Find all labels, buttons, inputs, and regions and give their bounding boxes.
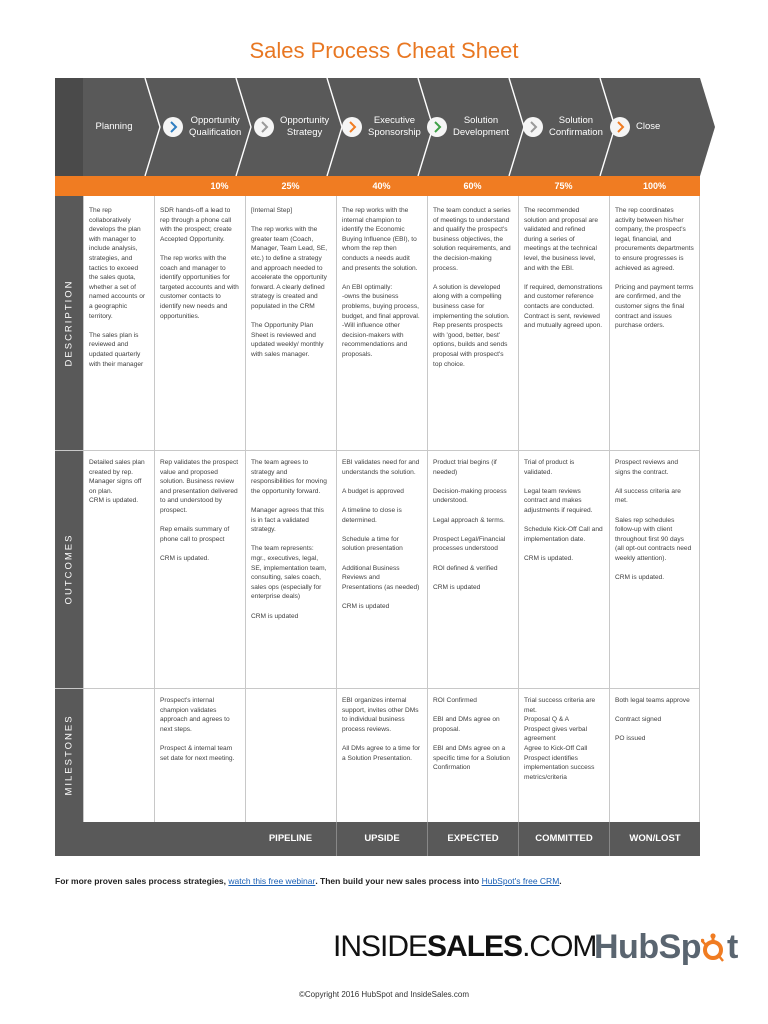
stage-label: Opportunity Strategy bbox=[280, 115, 330, 138]
stage-label: Solution Development bbox=[453, 115, 509, 138]
table-cell-milestones bbox=[336, 696, 427, 763]
cell-paragraph: Schedule Kick-Off Call and implementation date. bbox=[524, 526, 603, 543]
cell-paragraph: Rep emails summary of phone call to prospect bbox=[160, 526, 230, 543]
forecast-won-lost: WON/LOST bbox=[609, 822, 700, 856]
cell-paragraph: Contract signed bbox=[615, 716, 662, 724]
stage-label: Planning bbox=[95, 121, 133, 132]
table-cell-description bbox=[83, 206, 154, 369]
probability-confirmation: 75% bbox=[554, 181, 573, 191]
cell-paragraph: CRM is updated. bbox=[524, 554, 574, 562]
table-cell-outcomes bbox=[83, 458, 154, 506]
stage-planning bbox=[83, 78, 145, 176]
cell-paragraph: The team agrees to strategy and responsibilities for moving the opportunity forward. bbox=[251, 459, 327, 495]
cell-paragraph: CRM is updated. bbox=[160, 554, 210, 562]
cell-paragraph: EBI and DMs agree on proposal. bbox=[433, 716, 500, 733]
cell-paragraph: Prospect & internal team set date for next meeting. bbox=[160, 744, 235, 762]
logo-part: SALES bbox=[427, 930, 523, 963]
footer-text-middle: . Then build your new sales process into bbox=[315, 876, 482, 886]
stage-solution-development bbox=[427, 78, 511, 176]
forecast-expected: EXPECTED bbox=[427, 822, 518, 856]
chevron-right-icon bbox=[427, 117, 447, 137]
table-cell-milestones bbox=[609, 696, 700, 744]
stage-label: Opportunity Qualification bbox=[189, 115, 242, 138]
cell-paragraph: [Internal Step] bbox=[251, 207, 293, 214]
sprocket-icon bbox=[701, 928, 727, 967]
table-cell-milestones bbox=[154, 696, 245, 763]
cell-paragraph: Legal team reviews contract and makes adjustments if required. bbox=[524, 487, 593, 514]
table-cell-outcomes bbox=[609, 458, 700, 583]
cell-paragraph: All success criteria are met. bbox=[615, 487, 681, 505]
table-cell-outcomes bbox=[245, 458, 336, 621]
stage-opportunity-strategy bbox=[254, 78, 334, 176]
probability-development: 60% bbox=[463, 181, 482, 191]
table-cell-description bbox=[245, 206, 336, 360]
page-title: Sales Process Cheat Sheet bbox=[249, 38, 519, 63]
stage-close bbox=[610, 78, 690, 176]
forecast-pipeline: PIPELINE bbox=[268, 833, 313, 844]
cell-paragraph: ROI Confirmed bbox=[433, 697, 477, 704]
cell-paragraph: The rep collaboratively develops the plan with manager to include analysis, strategies, and tactics to exceed the sales quota, whether a set of named accounts or a geographic territory. bbox=[89, 207, 146, 320]
cell-paragraph: Decision-making process understood. bbox=[433, 487, 507, 505]
cell-paragraph: A budget is approved bbox=[342, 487, 404, 495]
table-cell-outcomes bbox=[518, 458, 609, 564]
chevron-right-icon bbox=[610, 117, 630, 137]
cell-paragraph: An EBI optimally: -owns the business problems, buying process, budget, and final approval. -Will influence other decision-makers with recommendations and proposals. bbox=[342, 283, 420, 358]
cell-paragraph: EBI and DMs agree on a specific time for a Solution Confirmation bbox=[433, 744, 510, 772]
cell-paragraph: PO issued bbox=[615, 735, 646, 743]
insidesales-logo bbox=[333, 930, 596, 964]
row-label-text: MILESTONES bbox=[63, 714, 75, 796]
cell-paragraph: CRM is updated. bbox=[615, 574, 665, 582]
stage-opportunity-qualification bbox=[163, 78, 243, 176]
cell-paragraph: EBI organizes internal support, invites other DMs to individual business process reviews. bbox=[342, 697, 419, 733]
cell-paragraph: The team represents: mgr., executives, legal, SE, implementation team, consulting, sales coach, sales ops (especially for enterprise deals) bbox=[251, 545, 327, 601]
cell-paragraph: The rep coordinates activity between his/her company, the prospect's legal, financial, and procurements departments to ensure progresses is achieved as agreed. bbox=[615, 207, 694, 272]
chevron-right-icon bbox=[254, 117, 274, 137]
forecast-upside: UPSIDE bbox=[336, 822, 427, 856]
cell-paragraph: ROI defined & verified bbox=[433, 564, 498, 572]
row-label-text: DESCRIPTION bbox=[63, 279, 75, 367]
stage-solution-confirmation bbox=[523, 78, 607, 176]
cell-paragraph: Both legal teams approve bbox=[615, 697, 690, 704]
cell-paragraph: Legal approach & terms. bbox=[433, 516, 505, 524]
footer-cta bbox=[55, 876, 715, 886]
cell-paragraph: A timeline to close is determined. bbox=[342, 506, 402, 524]
forecast-category-row bbox=[55, 822, 700, 856]
cell-paragraph: CRM is updated bbox=[342, 602, 390, 610]
cell-paragraph: The rep works with the internal champion to identify the Economic Buying Influence (EBI), to whom the rep then conducts a needs audit and presents the solution. bbox=[342, 207, 418, 272]
cell-paragraph: SDR hands-off a lead to rep through a phone call with the prospect; create Accepted Opportunity. bbox=[160, 207, 232, 243]
table-cell-outcomes bbox=[427, 458, 518, 592]
cell-paragraph: Rep validates the prospect value and proposed solution. Business review and presentation delivered to and understood by prospect. bbox=[160, 459, 239, 514]
logo-part: t bbox=[727, 928, 738, 966]
cell-paragraph: The recommended solution and proposal are validated and refined during a series of meetings at the technical level, the business level, and with the EBI. bbox=[524, 207, 599, 272]
footer-text-before: For more proven sales process strategies, bbox=[55, 876, 229, 886]
logo-part: .COM bbox=[522, 930, 597, 963]
probability-strategy: 25% bbox=[281, 181, 300, 191]
cell-paragraph: Schedule a time for solution presentation bbox=[342, 535, 403, 553]
table-cell-description bbox=[336, 206, 427, 360]
footer-text-after: . bbox=[559, 876, 562, 886]
table-cell-description bbox=[518, 206, 609, 331]
stage-label: Solution Confirmation bbox=[549, 115, 603, 138]
cell-paragraph: Pricing and payment terms are confirmed, and the customer signs the final contract and issues purchase orders. bbox=[615, 283, 694, 330]
cell-paragraph: Product trial begins (if needed) bbox=[433, 459, 497, 476]
hubspot-logo bbox=[594, 928, 738, 967]
probability-row bbox=[55, 176, 700, 196]
cell-paragraph: CRM is updated bbox=[251, 612, 299, 620]
chevron-right-icon bbox=[523, 117, 543, 137]
cell-paragraph: Additional Business Reviews and Presentations (as needed) bbox=[342, 564, 420, 591]
cell-paragraph: Prospect's internal champion validates approach and agrees to next steps. bbox=[160, 697, 230, 733]
table-cell-outcomes bbox=[336, 458, 427, 612]
webinar-link[interactable]: watch this free webinar bbox=[228, 876, 316, 886]
cell-paragraph: Sales rep schedules follow-up with client throughout first 90 days (all opt-out contracts need weekly attention). bbox=[615, 516, 692, 562]
table-cell-outcomes bbox=[154, 458, 245, 564]
table-cell-milestones bbox=[427, 696, 518, 773]
table-cell-description bbox=[154, 206, 245, 321]
grid-line bbox=[55, 450, 700, 451]
chevron-right-icon bbox=[163, 117, 183, 137]
probability-qualification: 10% bbox=[210, 181, 229, 191]
cell-paragraph: Prospect reviews and signs the contract. bbox=[615, 459, 679, 476]
logo-part: HubSp bbox=[594, 928, 702, 966]
cell-paragraph: Manager agrees that this is in fact a validated strategy. bbox=[251, 506, 324, 534]
cell-paragraph: The Opportunity Plan Sheet is reviewed and updated weekly/ monthly with sales manager. bbox=[251, 322, 324, 358]
cell-paragraph: If required, demonstrations and customer reference contacts are conducted. Contract is sent, reviewed and mutually agreed upon. bbox=[524, 283, 603, 330]
probability-close: 100% bbox=[642, 181, 667, 191]
table-cell-description bbox=[609, 206, 700, 331]
hubspot-crm-link[interactable]: HubSpot's free CRM bbox=[481, 876, 560, 886]
copyright: ©Copyright 2016 HubSpot and InsideSales.com bbox=[299, 990, 469, 999]
cell-paragraph: CRM is updated bbox=[433, 583, 481, 591]
cell-paragraph: Trial success criteria are met. Proposal Q & A Prospect gives verbal agreement Agree to Kick-Off Call Prospect identifies implementation success metrics/criteria bbox=[524, 697, 596, 781]
cell-paragraph: A solution is developed along with a compelling business case for implementing the solution. Rep presents prospects with 'good, better, best' options, builds and sends proposal with prospect's top choice. bbox=[433, 283, 510, 368]
cheat-sheet-table bbox=[55, 78, 700, 856]
cell-paragraph: All DMs agree to a time for a Solution Presentation. bbox=[342, 744, 421, 762]
row-label-milestones bbox=[55, 688, 83, 822]
table-cell-milestones bbox=[518, 696, 609, 782]
stage-label: Close bbox=[636, 121, 661, 132]
cell-paragraph: EBI validates need for and understands the solution. bbox=[342, 459, 420, 476]
logo-part: INSIDE bbox=[333, 930, 428, 963]
cell-paragraph: The team conduct a series of meetings to understand and qualify the prospect's business objectives, the solution requirements, and the decision-making process. bbox=[433, 207, 511, 272]
table-cell-description bbox=[427, 206, 518, 369]
row-label-outcomes bbox=[55, 450, 83, 688]
probability-sponsorship: 40% bbox=[372, 181, 391, 191]
cell-paragraph: Trial of product is validated. bbox=[524, 459, 575, 476]
stage-label: Executive Sponsorship bbox=[368, 115, 421, 138]
cell-paragraph: Detailed sales plan created by rep. Manager signs off on plan. CRM is updated. bbox=[89, 459, 145, 505]
grid-line bbox=[55, 688, 700, 689]
chevron-right-icon bbox=[342, 117, 362, 137]
cell-paragraph: The rep works with the greater team (Coach, Manager, Team Lead, SE, etc.) to define a strategy and approach needed to accelerate the opportunity forward. A clearly defined strategy is created and populated in the CRM bbox=[251, 226, 328, 310]
row-label-text: OUTCOMES bbox=[63, 533, 75, 605]
cell-paragraph: The rep works with the coach and manager to identify opportunities for targeted accounts and with customer contacts to identify new needs and opportunities. bbox=[160, 254, 239, 320]
stage-executive-sponsorship bbox=[342, 78, 426, 176]
row-label-description bbox=[55, 196, 83, 450]
forecast-committed: COMMITTED bbox=[518, 822, 609, 856]
cell-paragraph: The sales plan is reviewed and updated quarterly with their manager bbox=[89, 331, 144, 368]
cell-paragraph: Prospect Legal/Financial processes understood bbox=[433, 535, 506, 553]
